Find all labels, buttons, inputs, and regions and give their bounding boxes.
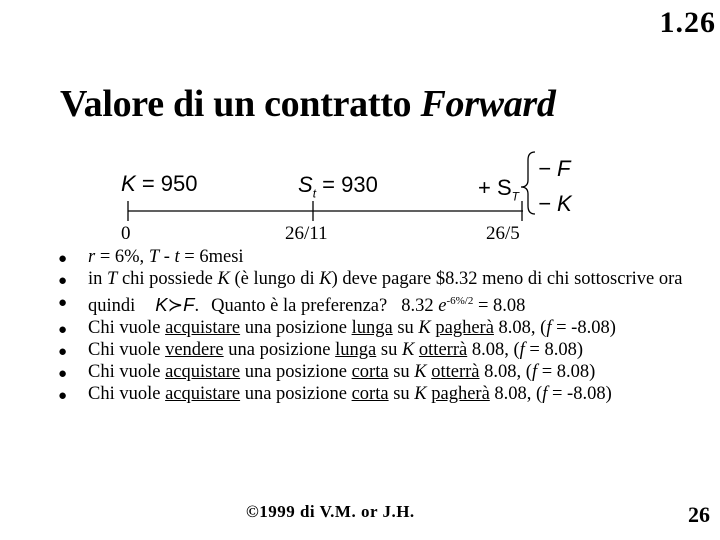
brace <box>521 152 535 214</box>
bullet-dot-icon: ● <box>58 273 68 289</box>
k-value-label: K = 950 <box>121 171 198 196</box>
bullet-dot-icon: ● <box>58 388 68 405</box>
bullet-list <box>58 246 708 405</box>
title-main: Valore di un contratto <box>60 83 412 125</box>
bullet-dot-icon: ● <box>58 322 68 339</box>
bullet-buy-short-pays: ● Chi vuole acquistare una posizione corta su K pagherà 8.08, (f = -8.08) <box>58 383 708 405</box>
bullet-dot-icon: ● <box>58 251 68 267</box>
bullet-dot-icon: ● <box>58 344 68 361</box>
tick-label-1: 26/11 <box>285 223 328 244</box>
bullet-rate: ● r = 6%, T - t = 6mesi <box>58 246 708 268</box>
bullet-buy-short-gets: ● Chi vuole acquistare una posizione corta su K otterrà 8.08, (f = 8.08) <box>58 361 708 383</box>
timeline-graphic <box>0 0 720 240</box>
page-number: 26 <box>688 502 710 527</box>
s-value-label: $S_t = 930$ <box>298 172 378 201</box>
brace-top-label: − F <box>538 156 571 181</box>
tick-label-2: 26/5 <box>486 223 520 244</box>
bullet-dot-icon: ● <box>58 295 68 311</box>
bullet-sell-long: ● Chi vuole vendere una posizione lunga su K otterrà 8.08, (f = 8.08) <box>58 339 708 361</box>
bullet-buy-long: ● Chi vuole acquistare una posizione lunga su K pagherà 8.08, (f = -8.08) <box>58 317 708 339</box>
footer-copyright: ©1999 di V.M. or J.H. <box>246 502 415 521</box>
bullet-dot-icon: ● <box>58 366 68 383</box>
bullet-long-pays: ● in T chi possiede K (è lungo di K) deve pagare $8.32 meno di chi sottoscrive ora <box>58 268 708 290</box>
bullet-preference: ● quindi K≻F. Quanto è la preferenza? 8.32 $e^{-6\%/2} = 8.08$ <box>58 290 708 317</box>
slide-number: 1.26 <box>659 6 716 39</box>
title-italic: Forward <box>420 83 556 125</box>
plus-st-label: + $S_T$ <box>478 175 519 204</box>
brace-bottom-label: − K <box>538 191 572 216</box>
tick-label-0: 0 <box>121 223 131 244</box>
